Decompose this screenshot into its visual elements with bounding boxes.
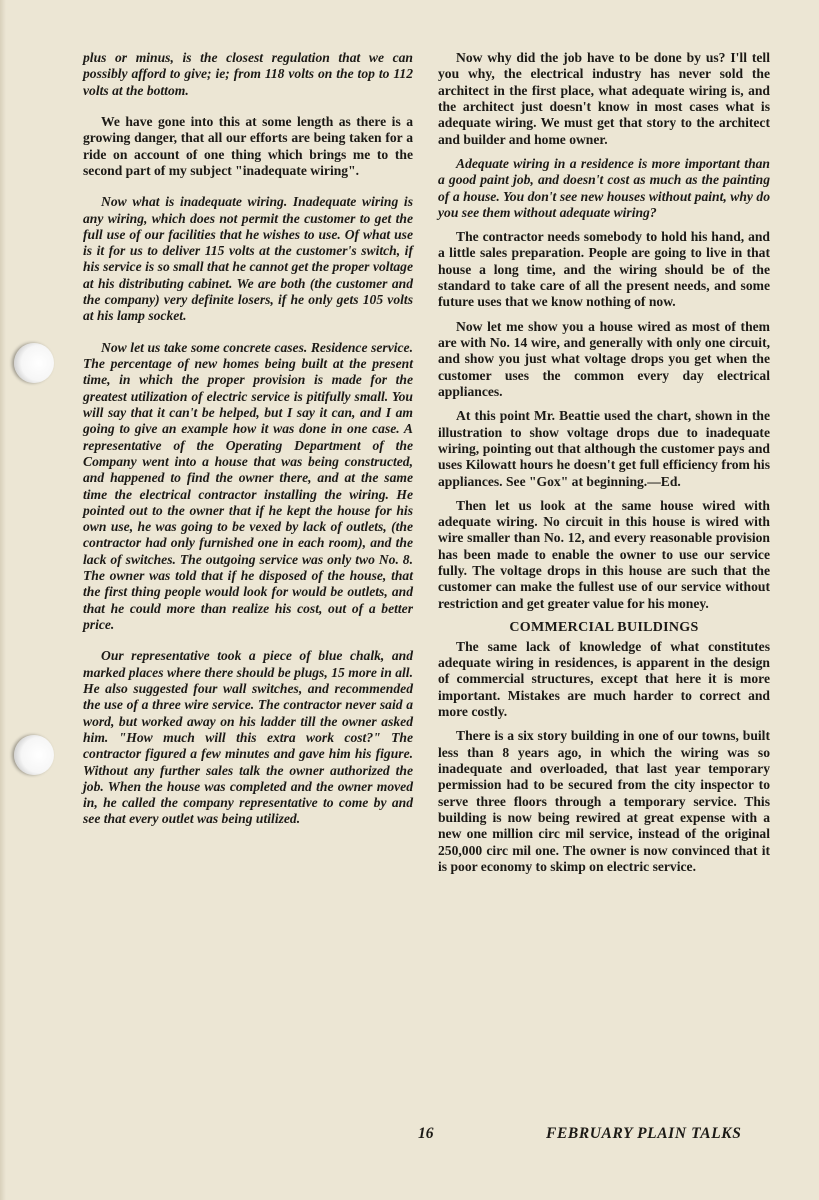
section-heading: COMMERCIAL BUILDINGS (509, 620, 699, 635)
page-number: 16 (418, 1125, 434, 1142)
paragraph: Now let us take some concrete cases. Residence service. The percentage of new homes being built at the present time, in which the proper provision is made for the greatest utilization of electric service is pitifully small. You will say that it can't be helped, but I say it can, and I am going to give an example how it was done in one case. A representative of the Operating Department of the Company went into a house that was being constructed, and happened to find the owner there, and at the same time the electrical contractor installing the wiring. He pointed out to the owner that if he kept the house for his own use, he was going to be vexed by lack of outlets, (the contractor had only furnished one in each room), and the lack of switches. The outgoing service was only two No. 8. The owner was told that if he disposed of the house, that the first thing people would look for would be outlets, and that he could more than realize his cost, out of a better price. (83, 339, 413, 632)
page-edge (0, 0, 6, 1200)
paragraph: The contractor needs somebody to hold his hand, and a little sales preparation. People are going to live in that house a long time, and the wiring should be of the standard to take care of all the present needs, and some future uses that we know nothing of now. (438, 229, 770, 310)
right-column (438, 50, 770, 883)
page-footer (0, 1125, 819, 1149)
paragraph: Now why did the job have to be done by us? I'll tell you why, the electrical industry has never sold the architect in the first place, what adequate wiring is, and the architect just doesn't know in most cases what is adequate wiring. We must get that story to the architect and builder and home owner. (438, 50, 770, 147)
paragraph: Adequate wiring in a residence is more important than a good paint job, and doesn't cost as much as the painting of a house. You don't see new houses without paint, why do you see them without adequate wiring? (438, 155, 770, 220)
left-column (83, 50, 413, 843)
paragraph: We have gone into this at some length as there is a growing danger, that all our efforts are being taken for a ride on account of one thing which brings me to the second part of my subject "inadequate wiring". (83, 113, 413, 178)
paragraph: Now let me show you a house wired as most of them are with No. 14 wire, and generally with only one circuit, and show you just what voltage drops you get when the customer uses the common every day electrical appliances. (438, 318, 770, 399)
binder-hole-lower (14, 735, 54, 775)
paragraph: plus or minus, is the closest regulation that we can possibly afford to give; ie; from 118 volts on the top to 112 volts at the bottom. (83, 50, 413, 98)
running-title: FEBRUARY PLAIN TALKS (546, 1125, 742, 1142)
binder-hole-upper (14, 343, 54, 383)
paragraph: Our representative took a piece of blue chalk, and marked places where there should be plugs, 15 more in all. He also suggested four wall switches, and recommended the use of a three wire service. The contractor never said a word, but worked away on his ladder till the owner asked him. "How much will this extra work cost?" The contractor figured a few minutes and gave him his figure. Without any further sales talk the owner authorized the job. When the house was completed and the owner moved in, he called the company representative to come by and see that every outlet was being utilized. (83, 648, 413, 827)
paragraph: At this point Mr. Beattie used the chart, shown in the illustration to show voltage drops due to inadequate wiring, pointing out that although the customer pays and uses Kilowatt hours he doesn't get full efficiency from his appliances. See "Gox" at beginning.—Ed. (438, 408, 770, 489)
paragraph: There is a six story building in one of our towns, built less than 8 years ago, in which the wiring was so inadequate and overloaded, that last year temporary permission had to be secured from the city inspector to serve three floors through a temporary service. This building is now being rewired at great expense with a new one million circ mil service, instead of the original 250,000 circ mil one. The owner is now convinced that it is poor economy to skimp on electric service. (438, 728, 770, 874)
paragraph: The same lack of knowledge of what constitutes adequate wiring in residences, is apparent in the design of commercial structures, except that here it is more important. Mistakes are much harder to correct and more costly. (438, 638, 770, 720)
paragraph: Now what is inadequate wiring. Inadequate wiring is any wiring, which does not permit the customer to get the full use of our facilities that he wishes to use. Of what use is it for us to deliver 115 volts at the customer's switch, if his service is so small that he cannot get the proper voltage at his distributing cabinet. We are both (the customer and the company) very definite losers, if he only gets 105 volts at his lamp socket. (83, 194, 413, 324)
paragraph: Then let us look at the same house wired with adequate wiring. No circuit in this house is wired with wire smaller than No. 12, and every reasonable provision has been made to enable the owner to use our service fully. The voltage drops in this house are such that the customer can make the fullest use of our service without restriction and get greater value for his money. (438, 497, 770, 611)
